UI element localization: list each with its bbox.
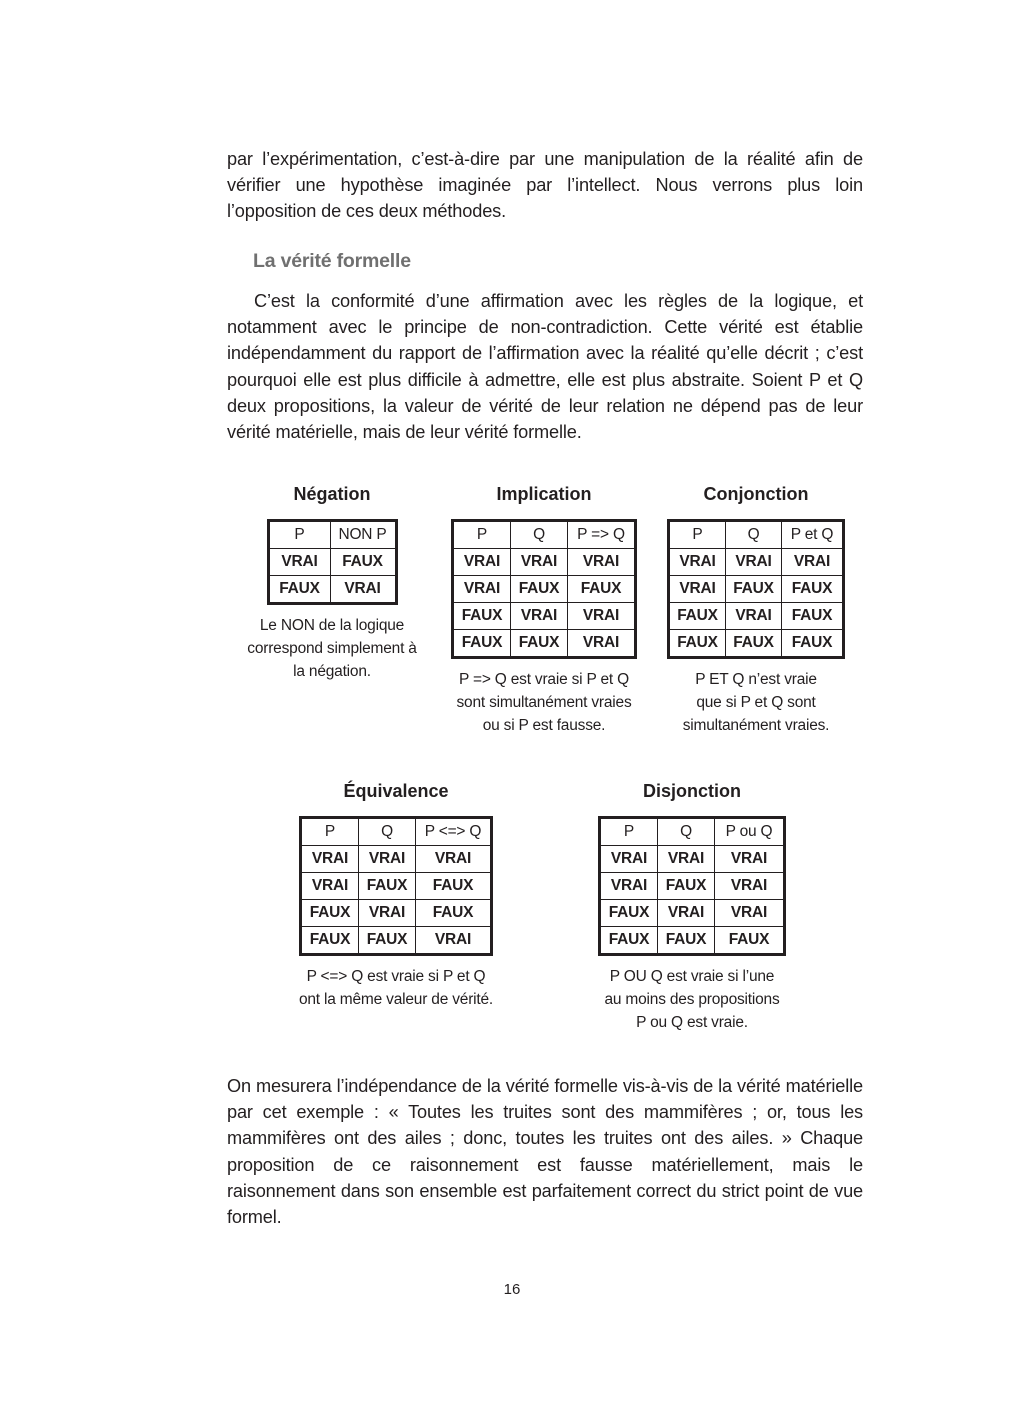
page-number: 16	[503, 1281, 521, 1298]
table-row	[268, 576, 396, 604]
equivalence-title: Équivalence	[343, 781, 449, 801]
header-cell: P	[301, 818, 359, 846]
table-cell: VRAI	[726, 549, 782, 576]
table-header-row	[268, 521, 396, 549]
caption-line: au moins des propositions	[604, 991, 780, 1008]
equivalence-truth-table	[299, 816, 493, 956]
table-cell: FAUX	[301, 900, 359, 927]
table-row	[669, 630, 844, 658]
table-row	[600, 900, 785, 927]
header-cell: P	[268, 521, 330, 549]
table-cell: VRAI	[600, 846, 658, 873]
table-row	[301, 846, 492, 873]
header-cell: P	[600, 818, 658, 846]
table-cell: FAUX	[359, 873, 416, 900]
implication-caption	[444, 668, 644, 737]
disjonction-block	[577, 777, 807, 1034]
table-cell: VRAI	[359, 900, 416, 927]
table-cell: FAUX	[715, 927, 785, 955]
table-header-row	[453, 521, 636, 549]
caption-line: correspond simplement à	[247, 640, 417, 657]
table-cell: VRAI	[669, 549, 726, 576]
table-row	[301, 900, 492, 927]
table-cell: VRAI	[726, 603, 782, 630]
negation-block	[232, 480, 432, 683]
caption-line: que si P et Q sont	[696, 694, 816, 711]
table-cell: VRAI	[568, 603, 636, 630]
caption-line: simultanément vraies.	[682, 717, 830, 734]
intro-paragraph: par l’expérimentation, c’est-à-dire par une manipulation de la réalité afin de vérifier une hypothèse imaginée par l’intellect. Nous verrons plus loin l’opposition de ces deux méthodes.	[227, 149, 863, 222]
header-cell: P	[669, 521, 726, 549]
caption-line: ont la même valeur de vérité.	[298, 991, 494, 1008]
caption-line: P ET Q n’est vraie	[695, 671, 817, 688]
table-cell: FAUX	[600, 927, 658, 955]
table-cell: VRAI	[268, 549, 330, 576]
equivalence-block	[281, 777, 511, 1011]
table-cell: VRAI	[301, 873, 359, 900]
table-cell: FAUX	[782, 576, 844, 603]
table-row	[669, 603, 844, 630]
table-row	[301, 927, 492, 955]
caption-line: P <=> Q est vraie si P et Q	[306, 968, 486, 985]
table-row	[669, 576, 844, 603]
header-cell: NON P	[330, 521, 396, 549]
table-cell: VRAI	[600, 873, 658, 900]
conjonction-truth-table	[667, 519, 845, 659]
table-cell: FAUX	[330, 549, 396, 576]
table-cell: VRAI	[715, 873, 785, 900]
caption-line: sont simultanément vraies	[456, 694, 632, 711]
table-cell: FAUX	[726, 630, 782, 658]
table-row	[268, 549, 396, 576]
caption-line: la négation.	[293, 663, 371, 680]
table-cell: FAUX	[782, 603, 844, 630]
negation-title: Négation	[293, 484, 371, 504]
table-header-row	[669, 521, 844, 549]
table-row	[600, 927, 785, 955]
table-cell: FAUX	[359, 927, 416, 955]
section-heading: La vérité formelle	[253, 250, 411, 272]
header-cell: P <=> Q	[416, 818, 492, 846]
table-row	[669, 549, 844, 576]
header-cell: Q	[511, 521, 568, 549]
section-paragraph: C’est la conformité d’une affirmation avec les règles de la logique, et notamment avec le principe de non-contradiction. Cette vérité est établie indépendamment du rapport de l’affirmation avec la réalité qu’elle décrit ; c’est pourquoi elle est plus difficile à admettre, elle est plus abstraite. Soient P et Q deux propositions, la valeur de vérité de leur relation ne dépend pas de leur vérité matérielle, mais de leur vérité formelle.	[227, 291, 863, 443]
implication-title: Implication	[496, 484, 592, 504]
caption-line: P ou Q est vraie.	[636, 1014, 748, 1031]
table-row	[453, 576, 636, 603]
table-cell: VRAI	[359, 846, 416, 873]
header-cell: Q	[359, 818, 416, 846]
equivalence-caption	[281, 965, 511, 1011]
conjonction-title: Conjonction	[703, 484, 809, 504]
table-row	[600, 873, 785, 900]
caption-line: ou si P est fausse.	[482, 717, 606, 734]
table-header-row	[600, 818, 785, 846]
caption-line: P => Q est vraie si P et Q	[459, 671, 629, 688]
header-cell: Q	[726, 521, 782, 549]
header-cell: Q	[658, 818, 715, 846]
table-cell: FAUX	[301, 927, 359, 955]
table-cell: VRAI	[715, 900, 785, 927]
table-cell: FAUX	[600, 900, 658, 927]
table-cell: VRAI	[658, 900, 715, 927]
table-cell: FAUX	[669, 603, 726, 630]
table-cell: FAUX	[511, 576, 568, 603]
table-cell: FAUX	[268, 576, 330, 604]
table-cell: VRAI	[669, 576, 726, 603]
table-cell: FAUX	[453, 603, 511, 630]
table-row	[453, 603, 636, 630]
table-cell: VRAI	[568, 630, 636, 658]
table-cell: FAUX	[726, 576, 782, 603]
table-row	[600, 846, 785, 873]
table-cell: FAUX	[782, 630, 844, 658]
table-cell: FAUX	[568, 576, 636, 603]
caption-line: P OU Q est vraie si l’une	[609, 968, 775, 985]
disjonction-title: Disjonction	[643, 781, 741, 801]
table-cell: FAUX	[511, 630, 568, 658]
table-cell: FAUX	[453, 630, 511, 658]
table-row	[453, 630, 636, 658]
table-cell: FAUX	[416, 900, 492, 927]
table-cell: VRAI	[453, 576, 511, 603]
implication-truth-table	[451, 519, 637, 659]
table-row	[453, 549, 636, 576]
table-cell: FAUX	[416, 873, 492, 900]
table-cell: VRAI	[715, 846, 785, 873]
table-cell: VRAI	[782, 549, 844, 576]
table-cell: FAUX	[658, 927, 715, 955]
conjonction-block	[656, 480, 856, 737]
table-cell: VRAI	[453, 549, 511, 576]
table-cell: VRAI	[416, 846, 492, 873]
negation-truth-table	[267, 519, 398, 605]
implication-block	[444, 480, 644, 737]
disjonction-truth-table	[598, 816, 786, 956]
table-cell: VRAI	[330, 576, 396, 604]
negation-caption	[232, 614, 432, 683]
table-cell: VRAI	[568, 549, 636, 576]
conjonction-caption	[656, 668, 856, 737]
table-cell: VRAI	[416, 927, 492, 955]
closing-paragraph: On mesurera l’indépendance de la vérité formelle vis-à-vis de la vérité matérielle par cet exemple : « Toutes les truites sont des mammifères ; or, tous les mammifères ont des ailes ; donc, toutes les truites ont des ailes. » Chaque proposition de ce raisonnement est fausse matériellement, mais le raisonnement dans son ensemble est parfaitement correct du strict point de vue formel.	[227, 1076, 863, 1228]
header-cell: P	[453, 521, 511, 549]
table-cell: FAUX	[658, 873, 715, 900]
header-cell: P => Q	[568, 521, 636, 549]
table-header-row	[301, 818, 492, 846]
disjonction-caption	[577, 965, 807, 1034]
table-cell: VRAI	[511, 549, 568, 576]
table-cell: VRAI	[658, 846, 715, 873]
table-cell: VRAI	[301, 846, 359, 873]
header-cell: P et Q	[782, 521, 844, 549]
table-cell: FAUX	[669, 630, 726, 658]
table-cell: VRAI	[511, 603, 568, 630]
header-cell: P ou Q	[715, 818, 785, 846]
table-row	[301, 873, 492, 900]
caption-line: Le NON de la logique	[259, 617, 405, 634]
